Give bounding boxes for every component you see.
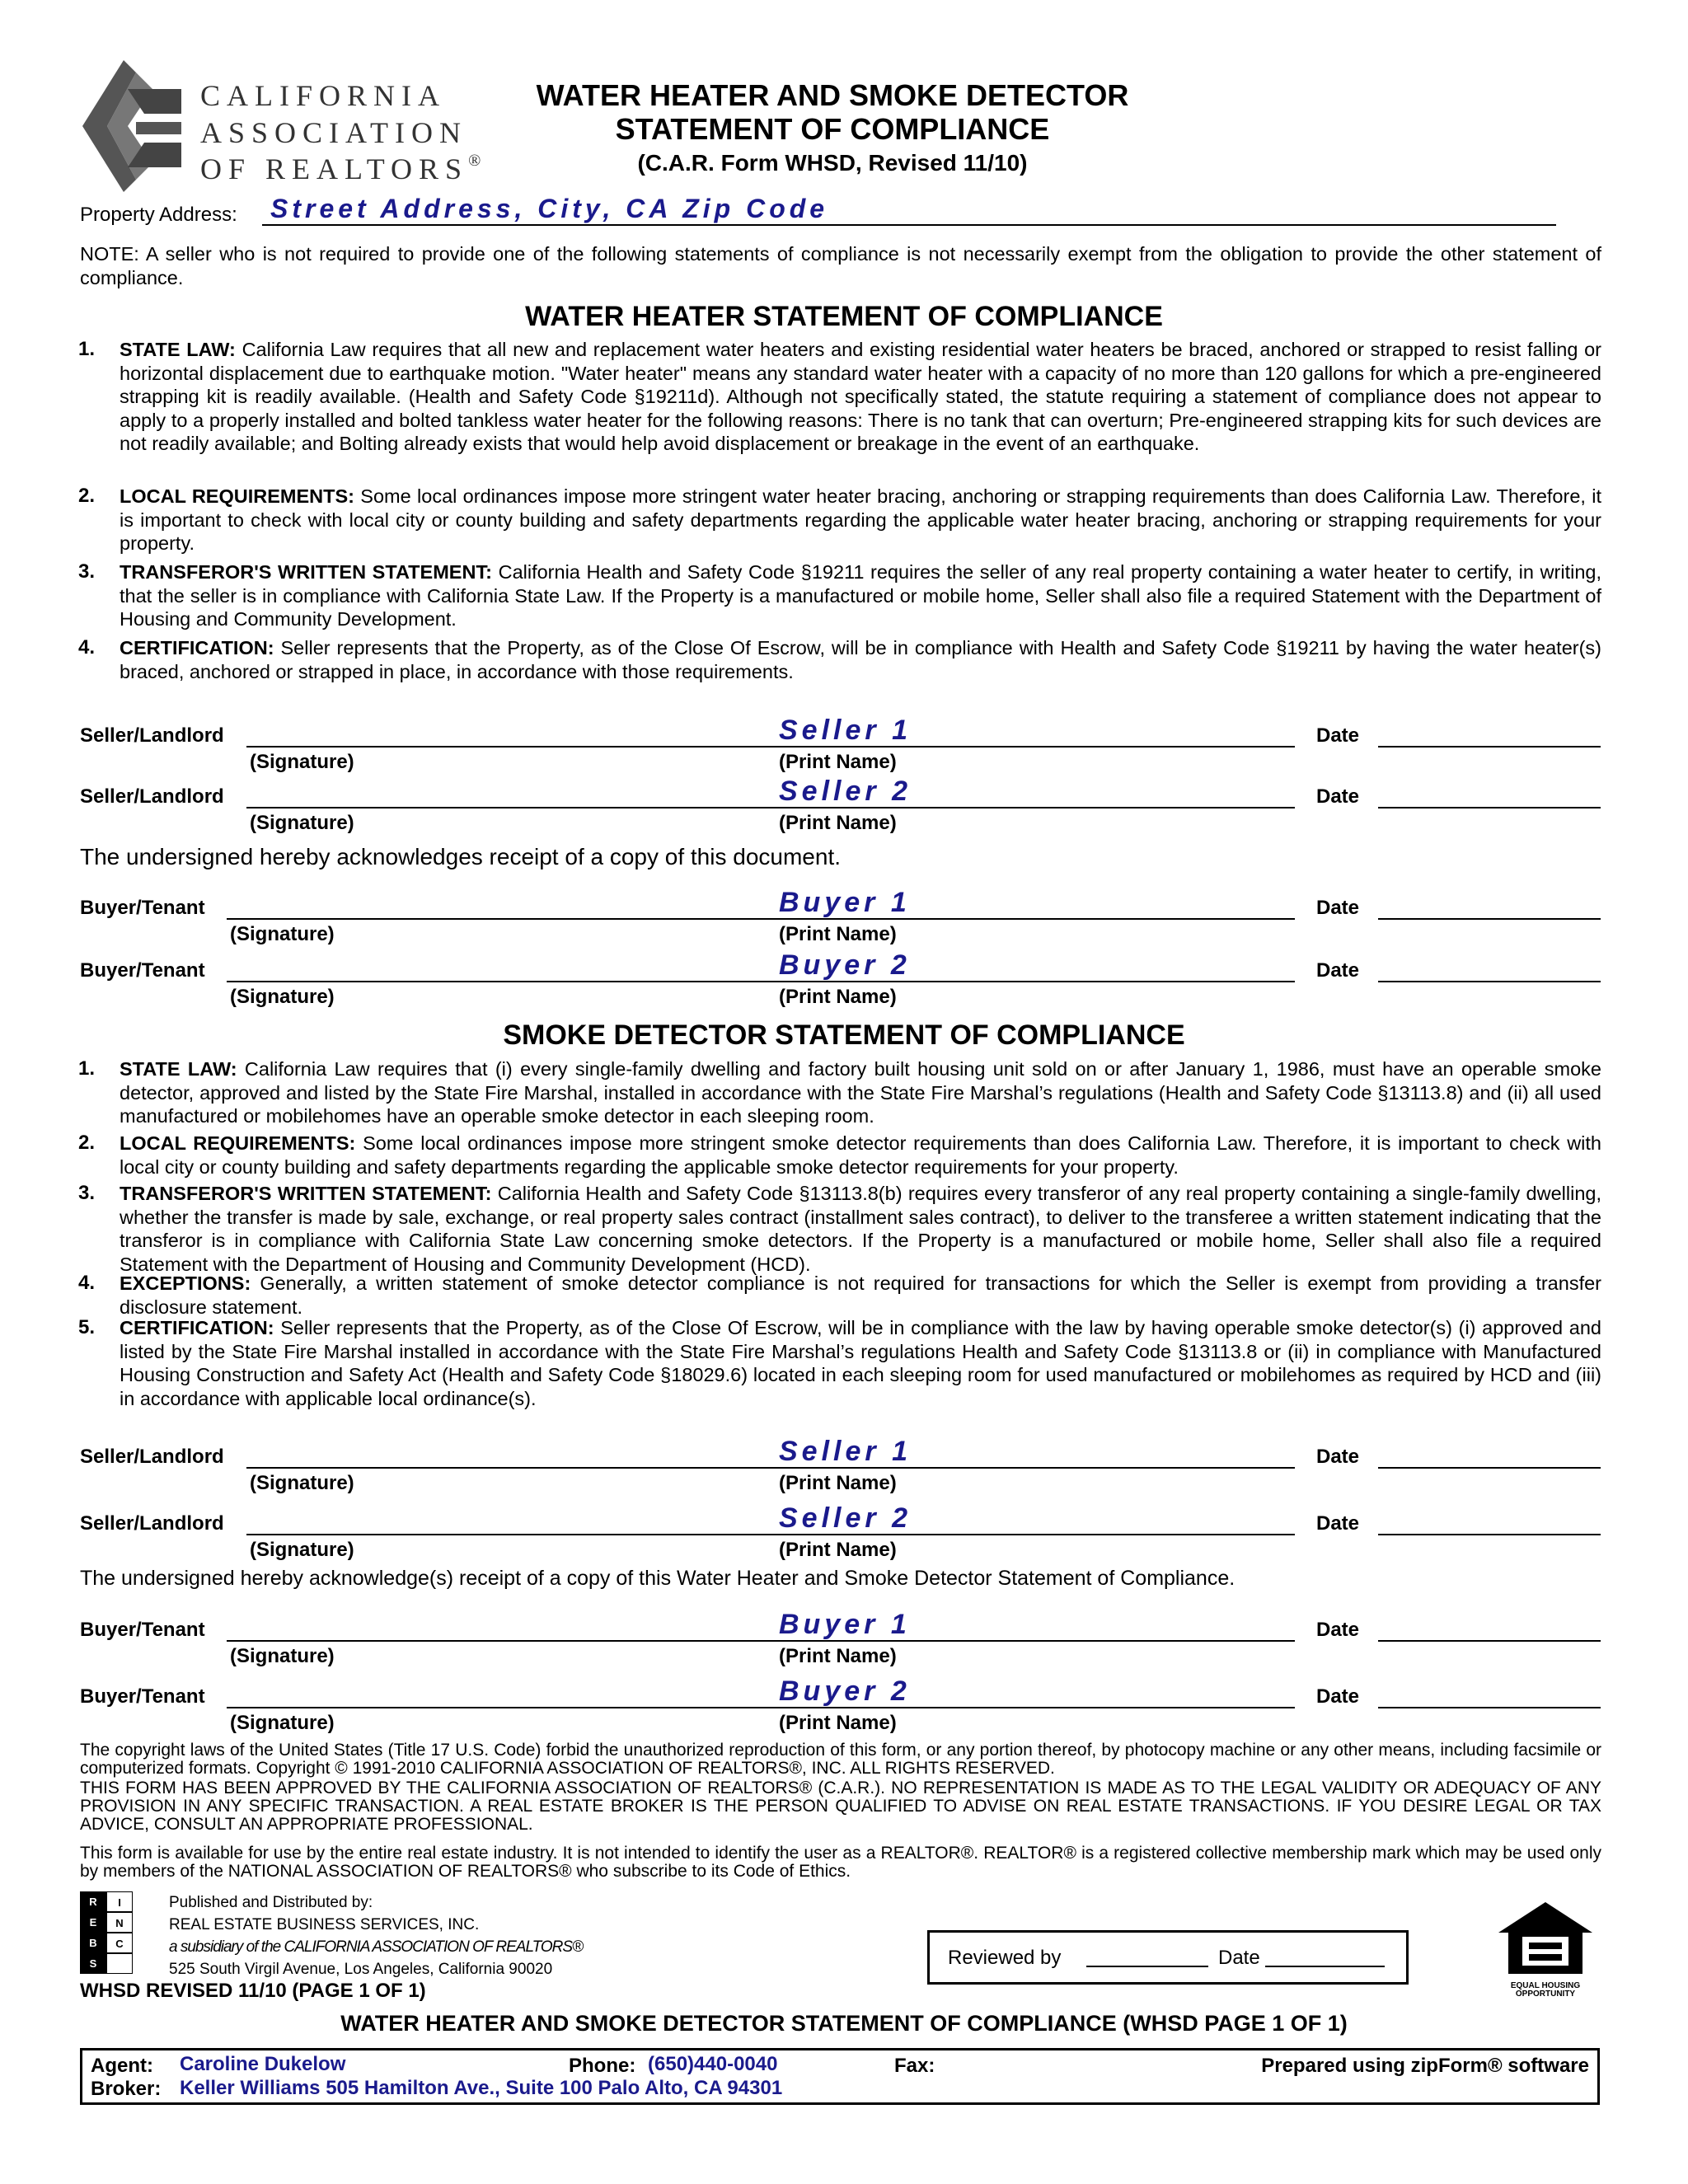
review-date-field[interactable] [1265, 1966, 1385, 1967]
sd-seller1-signature-row [80, 1436, 1601, 1494]
sd-acknowledgment: The undersigned hereby acknowledge(s) receipt of a copy of this Water Heater and Smoke Detector Statement of Compliance. [80, 1567, 1236, 1590]
print-name-value: Seller 1 [779, 715, 912, 746]
item-text: Some local ordinances impose more stringent water heater bracing, anchoring or strapping requirements than does California Law. Therefore, it is important to check with local city or county building and safety departments regarding the applicable water heater bracing, anchoring or strapping requirements for your property. [120, 485, 1601, 554]
org-name-line3: OF REALTORS® [200, 152, 481, 185]
publisher-info [169, 1891, 583, 1980]
eho-label: EQUAL HOUSING OPPORTUNITY [1510, 1981, 1581, 1999]
print-name-caption: (Print Name) [779, 1712, 897, 1734]
item-number: 3. [78, 560, 96, 583]
broker-label: Broker: [91, 2078, 162, 2100]
date-label: Date [1316, 959, 1360, 982]
item-text: California Law requires that all new and replacement water heaters and existing residential water heaters be braced, anchored or strapped to resist falling or horizontal displacement due to earthquake motion. "Water heater" means any standard water heater with a capacity of no more than 120 gallons for which a pre-engineered strapping kit is readily available. (Health and Safety Code §19211d). Although not specifically stated, the statute requiring a statement of compliance does not appear to apply to a properly installed and bolted tankless water heater for the following reasons: There is no tank that can overturn; Pre-engineered strapping kits for such devices are not readily available; and Bolting already exists that would help avoid displacement or breakage in the event of an earthquake. [120, 339, 1601, 454]
fax-label: Fax: [894, 2055, 935, 2077]
print-name-caption: (Print Name) [779, 812, 897, 834]
wh-item-4 [80, 636, 1601, 683]
signature-caption: (Signature) [230, 923, 335, 945]
org-name-line1: CALIFORNIA [200, 79, 447, 112]
date-label: Date [1316, 724, 1360, 747]
print-name-caption: (Print Name) [779, 923, 897, 945]
wh-buyer1-signature-row [80, 887, 1601, 945]
item-number: 3. [78, 1182, 96, 1204]
broker-value: Keller Williams 505 Hamilton Ave., Suite 100 Palo Alto, CA 94301 [180, 2077, 783, 2099]
item-title: CERTIFICATION: [120, 637, 274, 658]
wh-seller1-signature-row [80, 715, 1601, 773]
signer-role: Seller/Landlord [80, 1446, 224, 1468]
date-label: Date [1316, 1446, 1360, 1468]
reviewed-by-field[interactable] [1086, 1966, 1208, 1967]
print-name-caption: (Print Name) [779, 751, 897, 773]
wh-acknowledgment: The undersigned hereby acknowledges receipt of a copy of this document. [80, 844, 842, 869]
signature-line[interactable] [227, 981, 1295, 982]
sd-item-5 [80, 1316, 1601, 1410]
wh-buyer2-signature-row [80, 949, 1601, 1008]
signature-line[interactable] [227, 1640, 1295, 1642]
item-text: Seller represents that the Property, as of the Close Of Escrow, will be in compliance with Health and Safety Code §19211 by having the water heater(s) braced, anchored or strapped in place, in accordance with those requirements. [120, 637, 1601, 682]
signature-caption: (Signature) [250, 751, 354, 773]
item-title: STATE LAW: [120, 339, 236, 360]
print-name-value: Seller 2 [779, 1502, 912, 1534]
sd-item-2 [80, 1132, 1601, 1179]
signature-caption: (Signature) [250, 812, 354, 834]
sd-buyer2-signature-row [80, 1675, 1601, 1734]
reviewed-by-box [927, 1930, 1409, 1985]
print-name-value: Buyer 2 [779, 1675, 911, 1707]
wh-item-3 [80, 560, 1601, 631]
smoke-detector-heading: SMOKE DETECTOR STATEMENT OF COMPLIANCE [503, 1019, 1185, 1051]
signer-role: Buyer/Tenant [80, 1685, 205, 1708]
signer-role: Seller/Landlord [80, 785, 224, 808]
phone-value: (650)440-0040 [648, 2053, 778, 2075]
sd-item-1 [80, 1057, 1601, 1128]
item-title: TRANSFEROR'S WRITTEN STATEMENT: [120, 561, 493, 583]
equal-housing-icon [1496, 1900, 1595, 1999]
item-title: LOCAL REQUIREMENTS: [120, 485, 354, 507]
item-number: 1. [78, 1057, 96, 1080]
print-name-caption: (Print Name) [779, 1539, 897, 1561]
revision-label: WHSD REVISED 11/10 (PAGE 1 OF 1) [80, 1980, 426, 2002]
print-name-caption: (Print Name) [779, 1472, 897, 1494]
property-address-field[interactable] [262, 196, 1556, 226]
print-name-caption: (Print Name) [779, 1645, 897, 1667]
date-field[interactable] [1378, 1640, 1601, 1642]
signature-caption: (Signature) [230, 1645, 335, 1667]
form-title-line1: WATER HEATER AND SMOKE DETECTOR [536, 78, 1129, 112]
agent-label: Agent: [91, 2055, 153, 2077]
copyright-notice: The copyright laws of the United States (Title 17 U.S. Code) forbid the unauthorized reproduction of this form, or any portion thereof, by photocopy machine or any other means, including facsimile or computerized formats. Copyright © 1991-2010 CALIFORNIA ASSOCIATION OF REALTORS®, INC. ALL RIGHTS RESERVED. [80, 1741, 1601, 1778]
item-text: Seller represents that the Property, as of the Close Of Escrow, will be in compliance with the law by having operable smoke detector(s) (i) approved and listed by the State Fire Marshal installed in accordance with the State Fire Marshal’s regulations Health and Safety Code §13113.8 or (ii) in compliance with Manufactured Housing Construction and Safety Act (Health and Safety Code §18029.6) located in each sleeping room for used manufactured or mobilehomes as required by HCD and (iii) in accordance with applicable local ordinance(s). [120, 1317, 1601, 1409]
item-title: TRANSFEROR'S WRITTEN STATEMENT: [120, 1183, 492, 1204]
print-name-value: Buyer 2 [779, 949, 911, 981]
footer-title: WATER HEATER AND SMOKE DETECTOR STATEMENT OF COMPLIANCE (WHSD PAGE 1 OF 1) [340, 2011, 1348, 2036]
date-field[interactable] [1378, 1707, 1601, 1708]
agent-broker-box [80, 2048, 1600, 2105]
form-title-line2: STATEMENT OF COMPLIANCE [615, 112, 1050, 146]
signer-role: Buyer/Tenant [80, 1619, 205, 1641]
prepared-using: Prepared using zipForm® software [1261, 2055, 1589, 2077]
signature-line[interactable] [227, 918, 1295, 920]
review-date-label: Date [1218, 1947, 1260, 1969]
publisher-address: 525 South Virgil Avenue, Los Angeles, California 90020 [169, 1961, 553, 1978]
sd-item-4 [80, 1272, 1601, 1319]
item-text: California Health and Safety Code §13113.8(b) requires every transferor of any real property containing a single-family dwelling, whether the transfer is made by sale, exchange, or real property sales contract (installment sales contract), to deliver to the transferee a written statement indicating that the transferor is in compliance with California State Law concerning smoke detectors. If the Property is a manufactured or mobile home, Seller shall also file a required Statement with the Department of Housing and Community Development (HCD). [120, 1183, 1601, 1275]
item-number: 2. [78, 1132, 96, 1154]
item-number: 1. [78, 338, 96, 360]
org-name-line2: ASSOCIATION [200, 116, 468, 149]
item-text: Generally, a written statement of smoke detector compliance is not required for transactions for which the Seller is exempt from providing a transfer disclosure statement. [120, 1272, 1601, 1318]
item-number: 5. [78, 1316, 96, 1338]
item-number: 4. [78, 636, 96, 658]
publisher-company: REAL ESTATE BUSINESS SERVICES, INC. [169, 1916, 480, 1933]
car-logo-icon [78, 56, 185, 196]
signature-caption: (Signature) [230, 986, 335, 1008]
signature-caption: (Signature) [250, 1539, 354, 1561]
wh-item-2 [80, 485, 1601, 555]
date-label: Date [1316, 785, 1360, 808]
item-title: EXCEPTIONS: [120, 1272, 251, 1294]
date-field[interactable] [1378, 1467, 1601, 1469]
signer-role: Seller/Landlord [80, 1512, 224, 1535]
approval-notice: THIS FORM HAS BEEN APPROVED BY THE CALIFORNIA ASSOCIATION OF REALTORS® (C.A.R.). NO REPRESENTATION IS MADE AS TO THE LEGAL VALIDITY OR ADEQUACY OF ANY PROVISION IN ANY SPECIFIC TRANSACTION. A REAL ESTATE BROKER IS THE PERSON QUALIFIED TO ADVISE ON REAL ESTATE TRANSACTIONS. IF YOU DESIRE LEGAL OR TAX ADVICE, CONSULT AN APPROPRIATE PROFESSIONAL. [80, 1779, 1601, 1834]
publisher-subsidiary: a subsidiary of the CALIFORNIA ASSOCIATION OF REALTORS® [169, 1938, 584, 1956]
print-name-value: Buyer 1 [779, 1609, 911, 1640]
published-by: Published and Distributed by: [169, 1894, 373, 1911]
sd-seller2-signature-row [80, 1502, 1601, 1561]
date-field[interactable] [1378, 918, 1601, 920]
print-name-value: Seller 2 [779, 776, 912, 807]
signer-role: Buyer/Tenant [80, 959, 205, 982]
item-title: STATE LAW: [120, 1058, 237, 1080]
date-label: Date [1316, 1619, 1360, 1641]
sd-item-3 [80, 1182, 1601, 1276]
note-text: NOTE: A seller who is not required to provide one of the following statements of compliance is not necessarily exempt from the obligation to provide the other statement of compliance. [80, 243, 1601, 288]
date-field[interactable] [1378, 807, 1601, 808]
form-id: (C.A.R. Form WHSD, Revised 11/10) [637, 150, 1028, 176]
usage-notice: This form is available for use by the entire real estate industry. It is not intended to identify the user as a REALTOR®. REALTOR® is a registered collective membership mark which may be used only by members of the NATIONAL ASSOCIATION OF REALTORS® who subscribe to its Code of Ethics. [80, 1844, 1601, 1881]
phone-label: Phone: [569, 2055, 636, 2077]
sd-buyer1-signature-row [80, 1609, 1601, 1667]
date-label: Date [1316, 1685, 1360, 1708]
signature-line[interactable] [246, 746, 1295, 748]
signature-line[interactable] [227, 1707, 1295, 1708]
print-name-value: Buyer 1 [779, 887, 911, 918]
signer-role: Buyer/Tenant [80, 897, 205, 919]
signature-caption: (Signature) [250, 1472, 354, 1494]
signature-line[interactable] [246, 807, 1295, 808]
item-title: CERTIFICATION: [120, 1317, 274, 1338]
print-name-caption: (Print Name) [779, 986, 897, 1008]
property-address-value: Street Address, City, CA Zip Code [270, 194, 829, 223]
rebs-logo: R I E N B C S [80, 1891, 133, 1974]
date-label: Date [1316, 897, 1360, 919]
signature-line[interactable] [246, 1467, 1295, 1469]
agent-value: Caroline Dukelow [180, 2053, 346, 2075]
wh-item-1 [80, 338, 1601, 456]
item-text: California Law requires that (i) every single-family dwelling and factory built housing unit sold on or after January 1, 1986, must have an operable smoke detector, approved and listed by the State Fire Marshal, installed in accordance with the State Fire Marshal’s regulations (Health and Safety Code §13113.8) and (ii) all used manufactured or mobilehomes have an operable smoke detector in each sleeping room. [120, 1058, 1601, 1127]
wh-seller2-signature-row [80, 776, 1601, 834]
date-field[interactable] [1378, 746, 1601, 748]
date-field[interactable] [1378, 981, 1601, 982]
date-label: Date [1316, 1512, 1360, 1535]
print-name-value: Seller 1 [779, 1436, 912, 1467]
reviewed-by-label: Reviewed by [948, 1947, 1062, 1969]
signature-caption: (Signature) [230, 1712, 335, 1734]
property-address-label: Property Address: [80, 204, 237, 226]
water-heater-heading: WATER HEATER STATEMENT OF COMPLIANCE [525, 301, 1163, 332]
signature-line[interactable] [246, 1534, 1295, 1535]
item-title: LOCAL REQUIREMENTS: [120, 1132, 356, 1154]
item-text: Some local ordinances impose more stringent smoke detector requirements than does California Law. Therefore, it is important to check with local city or county building and safety departments regarding the applicable smoke detector requirements for your property. [120, 1132, 1602, 1178]
item-number: 4. [78, 1272, 96, 1294]
date-field[interactable] [1378, 1534, 1601, 1535]
item-text: California Health and Safety Code §19211 requires the seller of any real property containing a water heater to certify, in writing, that the seller is in compliance with California State Law. If the Property is a manufactured or mobile home, Seller shall also file a required Statement with the Department of Housing and Community Development. [120, 561, 1601, 630]
item-number: 2. [78, 485, 96, 507]
signer-role: Seller/Landlord [80, 724, 224, 747]
